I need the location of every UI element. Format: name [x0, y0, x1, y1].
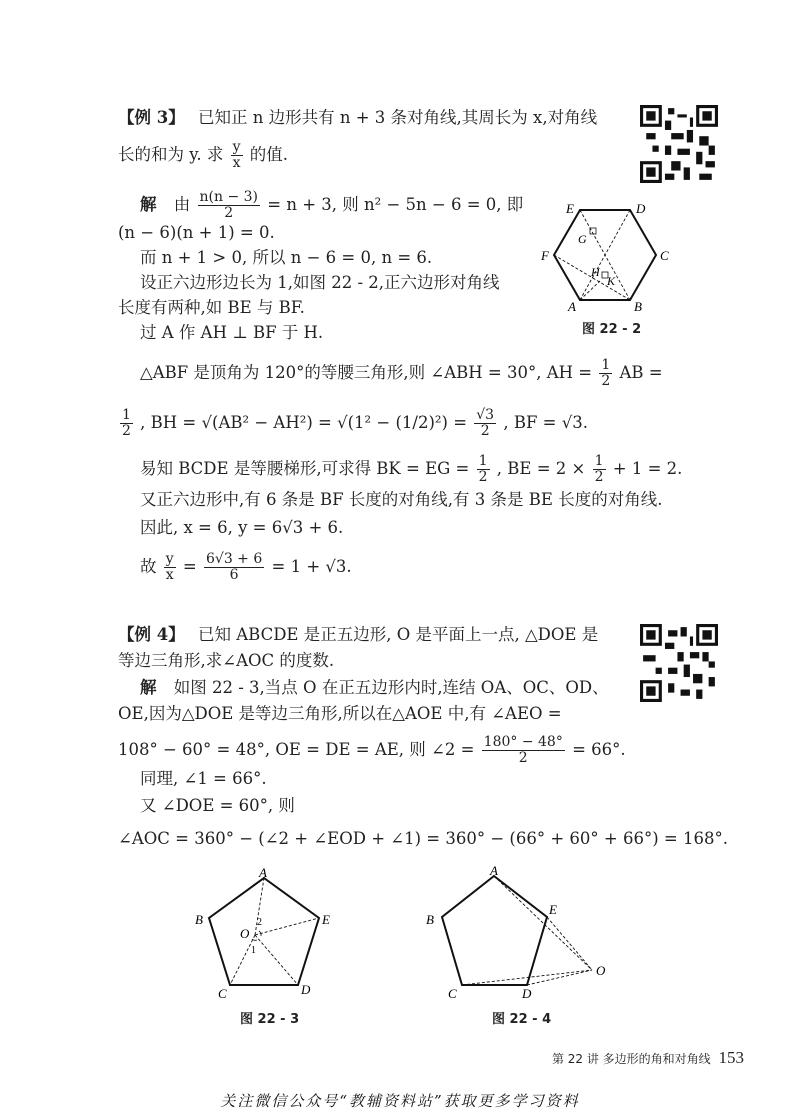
watermark: 关注微信公众号“教辅资料站”获取更多学习资料 — [220, 1092, 580, 1110]
solution-step-3: 而 n + 1 > 0, 所以 n − 6 = 0, n = 6. — [140, 248, 433, 267]
label-D: D — [636, 201, 646, 216]
solution-4-step-4: 同理, ∠1 = 66°. — [140, 769, 267, 788]
figure-22-4-caption: 图 22 - 4 — [492, 1012, 552, 1027]
label-E: E — [322, 912, 330, 927]
solution-step-2: (n − 6)(n + 1) = 0. — [118, 223, 275, 242]
figure-22-2-caption: 图 22 - 2 — [582, 322, 642, 337]
qr-code-example-4[interactable] — [640, 624, 718, 702]
fraction-y-over-x: $\frac{y}{x}$ — [165, 551, 174, 583]
figure-22-4-pentagon — [420, 862, 620, 1002]
fraction-n-n-3-over-2: $\frac{n(n - 3)}{2}$ — [199, 189, 258, 221]
solution-step-9-end: + 1 = 2. — [612, 459, 683, 478]
solution-step-9-mid: , BE = 2 × — [496, 459, 586, 478]
page-number: 153 — [718, 1048, 744, 1067]
solution-4-step-3: 108° − 60° = 48°, OE = DE = AE, 则 ∠2 = — [118, 740, 475, 759]
label-C: C — [448, 986, 457, 1001]
solution-step-4: 设正六边形边长为 1,如图 22 - 2,正六边形对角线 — [140, 273, 500, 292]
chapter-title: 第 22 讲 多边形的角和对角线 — [551, 1052, 711, 1066]
solution-step-5: 长度有两种,如 BE 与 BF. — [118, 298, 305, 317]
solution-step-6: 过 A 作 AH ⊥ BF 于 H. — [140, 323, 324, 342]
fraction-one-half: $\frac{1}{2}$ — [478, 453, 488, 485]
angle-1-label: 1 — [251, 945, 256, 956]
label-A: A — [259, 865, 267, 880]
equals-sign: = — [182, 557, 197, 576]
example-4-question-line-2: 等边三角形,求∠AOC 的度数. — [118, 651, 335, 670]
label-B: B — [195, 912, 203, 927]
qr-code-example-3[interactable] — [640, 105, 718, 183]
solution-4-step-5: 又 ∠DOE = 60°, 则 — [140, 796, 295, 815]
solution-step-8-end: , BF = √3. — [503, 413, 588, 432]
solution-4-step-1: 如图 22 - 3,当点 O 在正五边形内时,连结 OA、OC、OD、 — [173, 678, 609, 697]
example-4-tag: 【例 4】 — [118, 625, 185, 644]
label-B: B — [426, 912, 434, 927]
example-3-question-line-2: 长的和为 y. 求 — [118, 145, 224, 164]
fraction-6sqrt3-plus-6-over-6: $\frac{6√3 + 6}{6}$ — [206, 551, 263, 583]
fraction-one-half: $\frac{1}{2}$ — [601, 357, 611, 389]
page-footer — [552, 1048, 744, 1068]
label-O: O — [240, 926, 250, 941]
figure-22-3-pentagon — [185, 862, 345, 1002]
solution-step-10: 又正六边形中,有 6 条是 BF 长度的对角线,有 3 条是 BE 长度的对角线. — [140, 490, 663, 509]
solution-label: 解 — [140, 195, 157, 214]
example-3-tag: 【例 3】 — [118, 108, 185, 127]
label-F: F — [541, 248, 549, 263]
solution-4-step-3-end: = 66°. — [572, 740, 626, 759]
angle-2-label: 2 — [257, 917, 262, 928]
fraction-one-half: $\frac{1}{2}$ — [594, 453, 604, 485]
solution-step-11: 因此, x = 6, y = 6√3 + 6. — [140, 518, 344, 537]
label-C: C — [218, 986, 227, 1001]
solution-step-12-prefix: 故 — [140, 557, 157, 576]
example-4-question-line-1: 已知 ABCDE 是正五边形, O 是平面上一点, △DOE 是 — [197, 625, 599, 644]
example-3-question-end: 的值. — [249, 145, 289, 164]
fraction-180-minus-48-over-2: $\frac{180^\circ - 48^\circ}{2}$ — [483, 734, 563, 766]
label-B: B — [634, 299, 642, 313]
label-H: H — [591, 265, 600, 279]
label-D: D — [301, 982, 311, 997]
solution-step-12: = 1 + √3. — [271, 557, 352, 576]
solution-step-7-end: AB = — [619, 363, 663, 382]
label-A: A — [568, 299, 576, 313]
solution-step-1-prefix: 由 — [173, 195, 191, 214]
solution-4-step-6: ∠AOC = 360° − (∠2 + ∠EOD + ∠1) = 360° − (66° + 60° + 66°) = 168°. — [118, 829, 728, 848]
label-A: A — [490, 863, 498, 878]
solution-step-8: , BH = √(AB² − AH²) = √(1² − (1/2)²) = — [140, 413, 468, 432]
label-C: C — [660, 248, 669, 263]
figure-22-2-hexagon — [535, 198, 680, 313]
label-D: D — [522, 986, 532, 1001]
label-E: E — [549, 902, 557, 917]
fraction-sqrt3-over-2: $\frac{√3}{2}$ — [476, 407, 495, 439]
solution-step-1: = n + 3, 则 n² − 5n − 6 = 0, 即 — [267, 195, 524, 214]
label-O: O — [596, 963, 606, 978]
label-E: E — [566, 201, 574, 216]
fraction-y-over-x: $\frac{y}{x}$ — [232, 139, 241, 171]
label-K: K — [607, 274, 616, 288]
example-3-question-line-1: 已知正 n 边形共有 n + 3 条对角线,其周长为 x,对角线 — [197, 108, 598, 127]
figure-22-3-caption: 图 22 - 3 — [240, 1012, 300, 1027]
fraction-one-half: $\frac{1}{2}$ — [122, 407, 131, 439]
solution-4-step-2: OE,因为△DOE 是等边三角形,所以在△AOE 中,有 ∠AEO = — [118, 704, 562, 723]
solution-step-7: △ABF 是顶角为 120°的等腰三角形,则 ∠ABH = 30°, AH = — [140, 363, 593, 382]
label-G: G — [578, 232, 587, 246]
solution-step-9: 易知 BCDE 是等腰梯形,可求得 BK = EG = — [140, 459, 470, 478]
solution-label: 解 — [140, 678, 157, 697]
